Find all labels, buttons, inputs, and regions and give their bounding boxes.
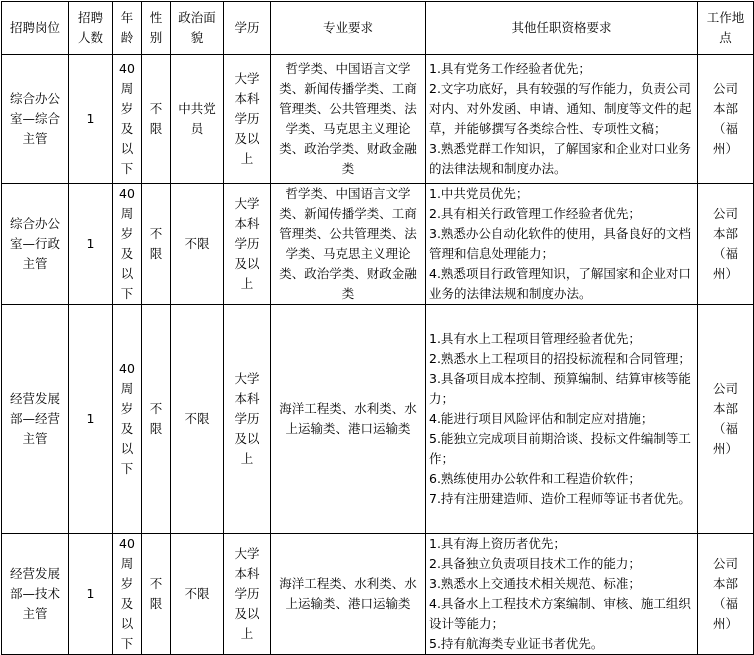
age-line: 及	[120, 421, 134, 436]
education-line: 本科	[234, 91, 260, 106]
age-line: 下	[120, 461, 134, 476]
gender-cell: 不限	[142, 305, 171, 534]
table-row	[2, 184, 754, 305]
location-cell	[698, 55, 754, 184]
table-row	[2, 55, 754, 184]
age-cell	[113, 184, 142, 305]
gender-cell: 不限	[142, 55, 171, 184]
requirement-item: 2.具有相关行政管理工作经验者优先；	[429, 206, 641, 221]
education-line: 上	[240, 626, 254, 641]
requirement-item: 3.熟悉水上交通技术相关规范、标准；	[429, 576, 641, 591]
location-line: 公司	[712, 556, 738, 571]
education-line: 学历	[234, 411, 260, 426]
location-cell	[698, 184, 754, 305]
education-line: 上	[240, 151, 254, 166]
political-cell: 中共党员	[171, 55, 224, 184]
age-line: 40	[119, 361, 135, 376]
requirement-item: 5.能独立完成项目前期洽谈、投标文件编制等工作；	[429, 431, 691, 466]
age-line: 40	[119, 536, 135, 551]
education-line: 学历	[234, 586, 260, 601]
age-line: 岁	[120, 576, 134, 591]
education-line: 本科	[234, 566, 260, 581]
table-row	[2, 305, 754, 534]
age-line: 以	[120, 616, 134, 631]
education-line: 学历	[234, 236, 260, 251]
header-major: 专业要求	[271, 2, 426, 55]
education-cell	[224, 305, 271, 534]
requirement-item: 3.熟悉办公自动化软件的使用，具备良好的文档管理和信息处理能力；	[429, 226, 691, 261]
education-line: 本科	[234, 391, 260, 406]
requirement-item: 2.具备独立负责项目技术工作的能力；	[429, 556, 641, 571]
location-line: （福	[712, 596, 738, 611]
header-count: 招聘人数	[69, 2, 113, 55]
table-row	[2, 534, 754, 655]
location-line: 本部	[712, 101, 738, 116]
location-line: 公司	[712, 206, 738, 221]
location-line: 本部	[712, 401, 738, 416]
gender-cell: 不限	[142, 184, 171, 305]
age-cell	[113, 55, 142, 184]
age-line: 周	[120, 81, 134, 96]
header-location: 工作地点	[698, 2, 754, 55]
education-line: 大学	[234, 546, 260, 561]
age-line: 以	[120, 266, 134, 281]
education-line: 大学	[234, 71, 260, 86]
header-gender: 性别	[142, 2, 171, 55]
location-line: 州）	[712, 616, 738, 631]
header-political: 政治面貌	[171, 2, 224, 55]
political-cell: 不限	[171, 534, 224, 655]
education-line: 上	[240, 451, 254, 466]
requirement-item: 4.具备水上工程技术方案编制、审核、施工组织设计等能力；	[429, 596, 691, 631]
header-education: 学历	[224, 2, 271, 55]
requirement-item: 6.熟练使用办公软件和工程造价软件；	[429, 471, 641, 486]
position-cell: 经营发展部—经营主管	[2, 305, 69, 534]
major-cell: 海洋工程类、水利类、水上运输类、港口运输类	[271, 534, 426, 655]
count-cell: 1	[69, 55, 113, 184]
requirements-cell	[426, 534, 698, 655]
requirement-item: 4.能进行项目风险评估和制定应对措施；	[429, 411, 654, 426]
requirement-item: 7.持有注册建造师、造价工程师等证书者优先。	[429, 491, 691, 506]
age-line: 下	[120, 286, 134, 301]
major-cell: 哲学类、中国语言文学类、新闻传播学类、工商管理类、公共管理类、法学类、马克思主义理论类、政治学类、财政金融类	[271, 184, 426, 305]
requirement-item: 1.中共党员优先；	[429, 186, 529, 201]
recruitment-table	[1, 1, 754, 655]
requirement-item: 3.具备项目成本控制、预算编制、结算审核等能力；	[429, 371, 691, 406]
requirement-item: 3.熟悉党群工作知识，了解国家和企业对口业务的法律法规和制度办法。	[429, 141, 691, 176]
education-line: 学历	[234, 111, 260, 126]
location-cell	[698, 534, 754, 655]
age-line: 40	[119, 186, 135, 201]
requirements-cell	[426, 305, 698, 534]
age-line: 岁	[120, 226, 134, 241]
education-line: 及以	[234, 131, 260, 146]
age-line: 以	[120, 141, 134, 156]
requirement-item: 5.持有航海类专业证书者优先。	[429, 636, 604, 651]
education-line: 大学	[234, 196, 260, 211]
location-line: （福	[712, 246, 738, 261]
header-age: 年龄	[113, 2, 142, 55]
location-line: （福	[712, 121, 738, 136]
age-line: 周	[120, 206, 134, 221]
position-cell: 经营发展部—技术主管	[2, 534, 69, 655]
requirement-item: 1.具有海上资历者优先；	[429, 536, 566, 551]
political-cell: 不限	[171, 305, 224, 534]
count-cell: 1	[69, 305, 113, 534]
political-cell: 不限	[171, 184, 224, 305]
count-cell: 1	[69, 184, 113, 305]
education-line: 及以	[234, 431, 260, 446]
requirement-item: 1.具有党务工作经验者优先；	[429, 61, 591, 76]
location-line: （福	[712, 421, 738, 436]
age-line: 下	[120, 161, 134, 176]
header-row	[2, 2, 754, 55]
age-line: 岁	[120, 101, 134, 116]
requirements-cell	[426, 184, 698, 305]
location-line: 公司	[712, 81, 738, 96]
age-line: 周	[120, 556, 134, 571]
education-cell	[224, 184, 271, 305]
age-line: 周	[120, 381, 134, 396]
age-line: 及	[120, 246, 134, 261]
major-cell: 海洋工程类、水利类、水上运输类、港口运输类	[271, 305, 426, 534]
requirement-item: 2.文字功底好，具有较强的写作能力，负责公司对内、对外发函、申请、通知、制度等文件的起草，并能够撰写各类综合性、专项性文稿；	[429, 81, 692, 136]
position-cell: 综合办公室—综合主管	[2, 55, 69, 184]
location-line: 州）	[712, 141, 738, 156]
requirements-cell	[426, 55, 698, 184]
age-line: 以	[120, 441, 134, 456]
education-line: 及以	[234, 606, 260, 621]
age-line: 及	[120, 596, 134, 611]
education-cell	[224, 534, 271, 655]
education-cell	[224, 55, 271, 184]
location-line: 州）	[712, 266, 738, 281]
education-line: 及以	[234, 256, 260, 271]
count-cell: 1	[69, 534, 113, 655]
requirement-item: 2.熟悉水上工程项目的招投标流程和合同管理；	[429, 351, 691, 366]
position-cell: 综合办公室—行政主管	[2, 184, 69, 305]
age-cell	[113, 534, 142, 655]
education-line: 上	[240, 276, 254, 291]
header-requirements: 其他任职资格要求	[426, 2, 698, 55]
requirement-item: 4.熟悉项目行政管理知识，了解国家和企业对口业务的法律法规和制度办法。	[429, 266, 691, 301]
major-cell: 哲学类、中国语言文学类、新闻传播学类、工商管理类、公共管理类、法学类、马克思主义理论类、政治学类、财政金融类	[271, 55, 426, 184]
location-cell	[698, 305, 754, 534]
location-line: 本部	[712, 576, 738, 591]
location-line: 公司	[712, 381, 738, 396]
location-line: 本部	[712, 226, 738, 241]
header-position: 招聘岗位	[2, 2, 69, 55]
age-line: 40	[119, 61, 135, 76]
age-line: 岁	[120, 401, 134, 416]
education-line: 大学	[234, 371, 260, 386]
age-line: 下	[120, 636, 134, 651]
requirement-item: 1.具有水上工程项目管理经验者优先；	[429, 331, 641, 346]
age-cell	[113, 305, 142, 534]
location-line: 州）	[712, 441, 738, 456]
age-line: 及	[120, 121, 134, 136]
education-line: 本科	[234, 216, 260, 231]
gender-cell: 不限	[142, 534, 171, 655]
